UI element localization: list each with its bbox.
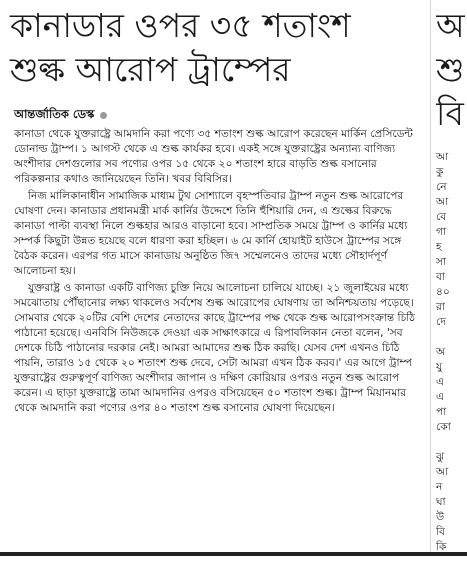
adjacent-body-line: যু bbox=[436, 361, 443, 373]
adjacent-headline-line: অ bbox=[436, 6, 465, 45]
bottom-rule bbox=[0, 552, 467, 556]
adjacent-headline-line: বি bbox=[436, 94, 464, 133]
adjacent-body-line: বা bbox=[436, 271, 445, 283]
adjacent-article-fragment bbox=[436, 0, 467, 552]
paragraph-3: যুক্তরাষ্ট্র ও কানাডা একটি বাণিজ্য চুক্তি নিয়ে আলোচনা চালিয়ে যাচ্ছে। ২১ জুলাইয়ের মধ্যে সমঝোতায় পৌঁছানোর লক্ষ্য থাকলেও সর্বশেষ শুল্ক আরোপের ঘোষণায় তা অনিশ্চয়তায় পড়েছে। সোমবার থেকে ২০টির বেশি দেশের নেতাদের কাছে ট্রাম্পের পক্ষ থেকে শুল্ক আরোপসংক্রান্ত চিঠি পাঠানো হয়েছে। এনবিসি নিউজকে দেওয়া এক সাক্ষাৎকারে এ রিপাবলিকান নেতা বলেন, 'সব দেশকে চিঠি পাঠানোর দরকার নেই। আমরা আমাদের শুল্ক ঠিক করছি। যেসব দেশ এখনও চিঠি পায়নি, তারাও ১৫ থেকে ২০ শতাংশ শুল্ক দেবে, সেটা আমরা এখন ঠিক করব।' এর আগে ট্রাম্প যুক্তরাষ্ট্রের গুরুত্বপূর্ণ বাণিজ্য অংশীদার জাপান ও দক্ষিণ কোরিয়ার ওপরও নতুন শুল্ক আরোপ করেন। এ ছাড়া যুক্তরাষ্ট্রে তামা আমদানির ওপরও বসিয়েছেন ৫০ শতাংশ শুল্ক। ট্রাম্প মিয়ানমার থেকে আমদানি করা পণ্যের ওপর ৪০ শতাংশ শুল্ক বসানোর ঘোষণা দিয়েছেন। bbox=[14, 282, 415, 414]
adjacent-body-line: কু bbox=[436, 166, 444, 178]
bullet-dot-icon bbox=[100, 112, 107, 119]
adjacent-body-line: ঘা bbox=[436, 496, 446, 508]
headline-line-2: শুল্ক আরোপ ট্রাম্পের bbox=[10, 50, 291, 89]
adjacent-body-line: কো bbox=[436, 421, 451, 433]
adjacent-body-line: অ bbox=[436, 346, 446, 358]
adjacent-body-line: নে bbox=[436, 181, 447, 193]
adjacent-body-line: পা bbox=[436, 406, 447, 418]
adjacent-body-line: বি bbox=[436, 526, 445, 538]
adjacent-body-line: হ bbox=[436, 241, 442, 253]
adjacent-body-line: এ bbox=[436, 391, 445, 403]
paragraph-2: নিজ মালিকানাধীন সামাজিক মাধ্যম টুথ সোশ্যালে বৃহস্পতিবার ট্রাম্প নতুন শুল্ক আরোপের ঘোষণা দেন। কানাডার প্রধানমন্ত্রী মার্ক কার্নির উদ্দেশে তিনি হুঁশিয়ারি দেন, এ শুল্কের বিরুদ্ধে কানাডা পাল্টা ব্যবস্থা নিলে শুল্কহার আরও বাড়ানো হবে। সাম্প্রতিক সময়ে ট্রাম্প ও কার্নির মধ্যে সম্পর্ক কিছুটা উন্নত হয়েছে বলে ধারণা করা হচ্ছিল। ৬ মে কার্নি হোয়াইট হাউসে ট্রাম্পের সঙ্গে বৈঠক করেন। এরপর গত মাসে কানাডায় অনুষ্ঠিত জি৭ সম্মেলনেও তাদের মধ্যে সৌহার্দপূর্ণ আলোচনা হয়। bbox=[14, 190, 408, 277]
adjacent-body-line: আ bbox=[436, 151, 449, 163]
paragraph-1: কানাডা থেকে যুক্তরাষ্ট্রে আমদানি করা পণ্যে ৩৫ শতাংশ শুল্ক আরোপ করেছেন মার্কিন প্রেসিডেন্ট ডোনাল্ড ট্রাম্প। ১ আগস্ট থেকে এ শুল্ক কার্যকর হবে। একই সঙ্গে যুক্তরাষ্ট্রের অন্যান্য বাণিজ্য অংশীদার দেশগুলোর সব পণ্যের ওপর ১৫ থেকে ২০ শতাংশ হারে বাড়তি শুল্ক বসানোর পরিকল্পনার কথাও জানিয়েছেন তিনি। খবর বিবিসির। bbox=[14, 128, 413, 185]
adjacent-body-line: আ bbox=[436, 466, 449, 478]
adjacent-body-line: গা bbox=[436, 226, 447, 238]
adjacent-body-line: দে bbox=[436, 316, 446, 328]
adjacent-body-line: উ bbox=[436, 511, 445, 523]
adjacent-body-line: রা bbox=[436, 301, 445, 313]
adjacent-headline-line: শু bbox=[436, 50, 465, 89]
section-label: আন্তর্জাতিক ডেস্ক bbox=[14, 107, 95, 121]
article-body bbox=[0, 125, 424, 416]
adjacent-body-line: ৪০ bbox=[436, 286, 450, 298]
headline-line-1: কানাডার ওপর ৩৫ শতাংশ bbox=[10, 6, 351, 45]
byline bbox=[14, 106, 424, 125]
adjacent-body-line: ঝু bbox=[436, 451, 445, 463]
adjacent-body bbox=[436, 150, 467, 552]
adjacent-body-line: বে bbox=[436, 211, 447, 223]
adjacent-body-line: কি bbox=[436, 541, 447, 552]
adjacent-headline bbox=[436, 0, 467, 136]
column-divider bbox=[430, 0, 431, 552]
headline bbox=[0, 0, 424, 92]
adjacent-body-line: সা bbox=[436, 256, 447, 268]
adjacent-body-line: আ bbox=[436, 196, 449, 208]
adjacent-body-line: ন bbox=[436, 481, 443, 493]
adjacent-body-line bbox=[436, 435, 467, 450]
adjacent-body-line bbox=[436, 330, 467, 345]
adjacent-body-line: এ bbox=[436, 376, 445, 388]
